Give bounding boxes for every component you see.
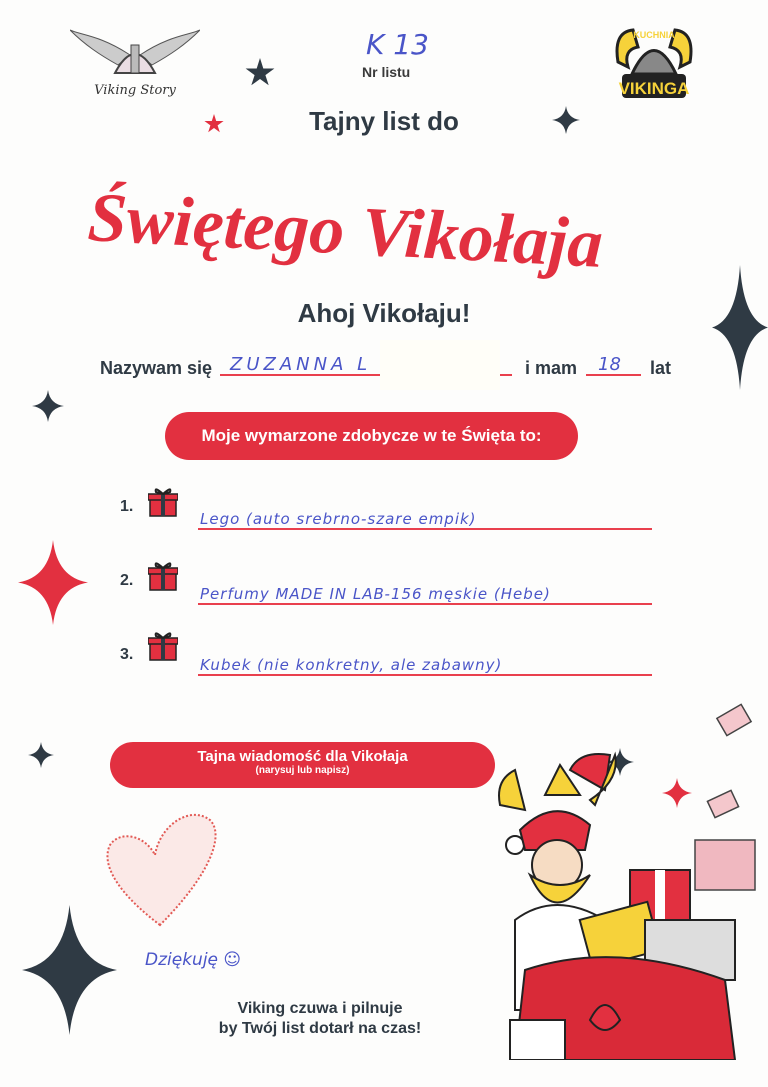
gift-icon [148,486,178,518]
star-icon [28,742,54,768]
age-value: 18 [598,354,621,375]
message-heading: Tajna wiadomość dla Vikołaja [197,748,408,765]
message-heading-pill [110,742,495,788]
list-number: K 13 [366,28,429,61]
list-number-label: Nr listu [362,64,411,80]
heart-drawing [100,805,225,935]
svg-text:KUCHNIA: KUCHNIA [633,30,675,40]
age-label: i mam [525,358,578,378]
kuchnia-vikinga-logo [608,22,700,102]
svg-text:VIKINGA: VIKINGA [618,79,690,98]
page-title: Świętego Vikołaja [86,179,605,283]
wish-number: 2. [120,572,134,589]
wish-item: Kubek (nie konkretny, ale zabawny) [200,656,503,674]
redaction-patch [380,340,500,390]
wish-item: Lego (auto srebrno-szare empik) [200,510,477,528]
wish-item: Perfumy MADE IN LAB-156 męskie (Hebe) [200,585,551,603]
wishes-heading: Moje wymarzone zdobycze w te Święta to: [165,412,578,460]
star-icon [245,58,275,88]
message-handwritten: Dziękuję ☺ [145,950,242,970]
footer-line-2: by Twój list dotarł na czas! [218,1020,422,1037]
message-subheading: (narysuj lub napisz) [255,765,350,776]
wish-number: 3. [120,646,134,663]
gift-icon [148,630,178,662]
gift-icon [148,560,178,592]
star-icon [32,390,64,422]
viking-story-logo [70,25,200,100]
star-icon [18,540,88,625]
title-pre: Tajny list do [309,106,459,136]
viking-santa-illustration [495,700,768,1065]
wish-number: 1. [120,498,134,515]
name-value: ZUZANNA L [230,354,372,375]
age-suffix: lat [650,358,672,378]
logo-text: Viking Story [94,83,176,98]
name-label: Nazywam się [100,358,213,378]
greeting: Ahoj Vikołaju! [297,298,471,328]
footer-line-1: Viking czuwa i pilnuje [237,1000,403,1017]
